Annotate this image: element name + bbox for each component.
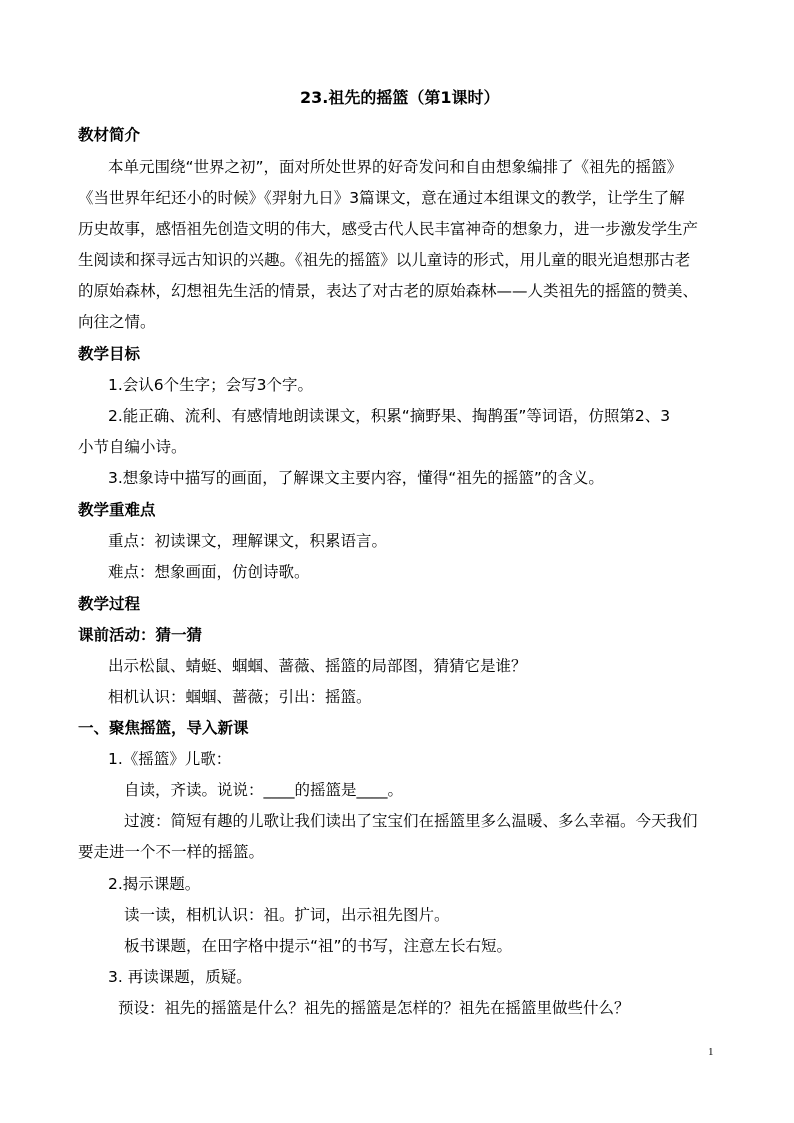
pre-activity-heading: 课前活动：猜一猜 — [78, 626, 203, 644]
page-number: 1 — [708, 1046, 714, 1058]
intro-line: 向往之情。 — [78, 313, 156, 331]
intro-line: 生阅读和探寻远古知识的兴趣。《祖先的摇篮》以儿童诗的形式，用儿童的眼光追想那古老 — [78, 251, 691, 269]
intro-line: 历史故事，感悟祖先创造文明的伟大，感受古代人民丰富神奇的想象力，进一步激发学生产 — [78, 220, 699, 238]
key-item: 难点：想象画面，仿创诗歌。 — [108, 563, 310, 581]
pre-activity-line: 出示松鼠、蜻蜓、蝈蝈、蔷薇、摇篮的局部图，猜猜它是谁？ — [108, 657, 527, 675]
intro-line: 本单元围绕“世界之初”，面对所处世界的好奇发问和自由想象编排了《祖先的摇篮》 — [108, 158, 683, 176]
goals-heading: 教学目标 — [78, 345, 141, 363]
part1-line: 3. 再读课题，质疑。 — [108, 968, 252, 986]
key-item: 重点：初读课文，理解课文，积累语言。 — [108, 532, 388, 550]
goal-item: 3.想象诗中描写的画面，了解课文主要内容，懂得“祖先的摇篮”的含义。 — [108, 469, 604, 487]
intro-heading: 教材简介 — [78, 126, 141, 144]
pre-activity-line: 相机认识：蝈蝈、蔷薇；引出：摇篮。 — [108, 688, 372, 706]
goal-item: 1.会认6个生字；会写3个字。 — [108, 376, 314, 394]
part1-line: 自读，齐读。说说：____的摇篮是____。 — [124, 781, 404, 799]
part1-line: 2.揭示课题。 — [108, 875, 201, 893]
page-title: 23.祖先的摇篮（第1课时） — [300, 88, 500, 107]
part1-line: 过渡：简短有趣的儿歌让我们读出了宝宝们在摇篮里多么温暖、多么幸福。今天我们 — [124, 812, 698, 830]
part1-line: 1.《摇篮》儿歌： — [108, 750, 232, 768]
goal-item: 2.能正确、流利、有感情地朗读课文，积累“摘野果、掏鹊蛋”等词语，仿照第2、3 — [108, 407, 671, 425]
process-heading: 教学过程 — [78, 595, 141, 613]
part1-line: 板书课题，在田字格中提示“祖”的书写，注意左长右短。 — [124, 937, 513, 955]
part1-line: 读一读，相机认识：祖。扩词，出示祖先图片。 — [124, 906, 450, 924]
key-heading: 教学重难点 — [78, 501, 156, 519]
part1-line: 预设：祖先的摇篮是什么？祖先的摇篮是怎样的？祖先在摇篮里做些什么？ — [118, 999, 630, 1017]
intro-line: 的原始森林，幻想祖先生活的情景，表达了对古老的原始森林——人类祖先的摇篮的赞美、 — [78, 282, 699, 300]
part1-heading: 一、聚焦摇篮，导入新课 — [78, 719, 249, 737]
part1-line: 要走进一个不一样的摇篮。 — [78, 843, 265, 861]
intro-line: 《当世界年纪还小的时候》《羿射九日》3篇课文，意在通过本组课文的教学，让学生了解 — [78, 189, 685, 207]
goal-item: 小节自编小诗。 — [78, 438, 187, 456]
